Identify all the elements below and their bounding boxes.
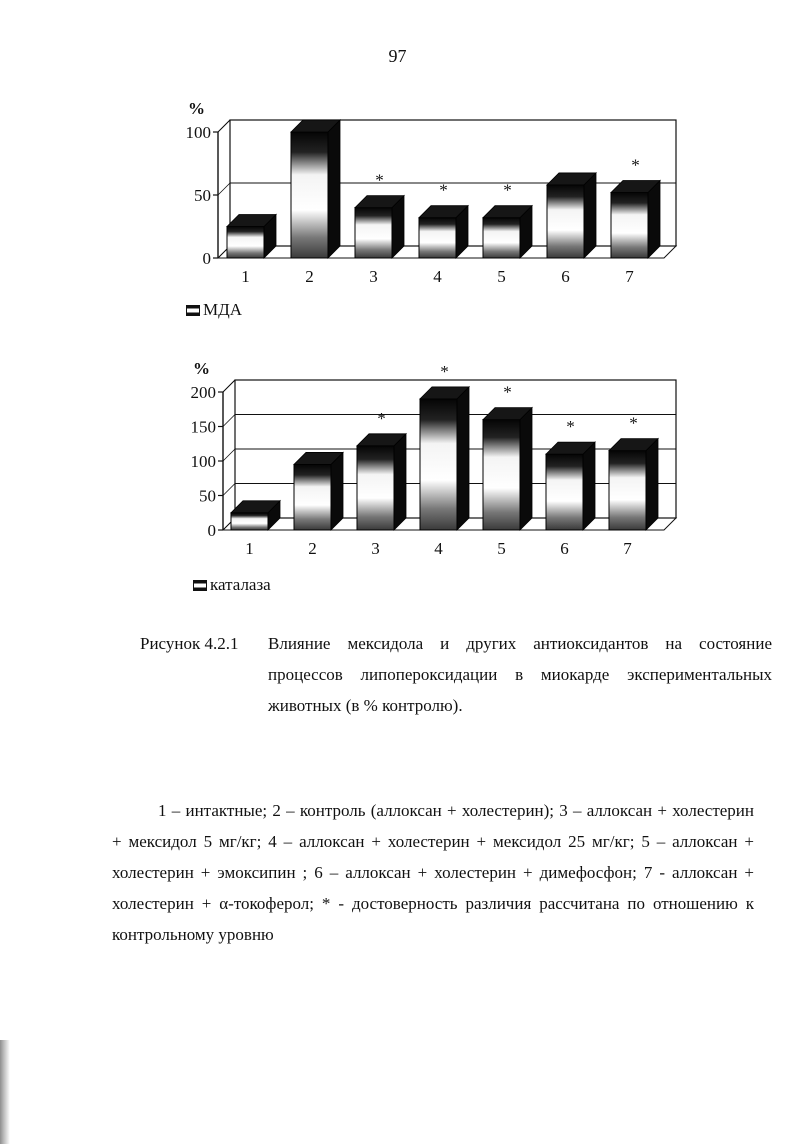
x-tick-label: 1 xyxy=(241,267,250,286)
x-tick-label: 2 xyxy=(305,267,314,286)
bar-side xyxy=(328,120,340,258)
y-tick-label: 200 xyxy=(190,383,216,402)
bar xyxy=(547,173,596,258)
bar-front xyxy=(483,218,520,258)
y-tick-depth xyxy=(218,183,230,195)
bar xyxy=(355,196,404,258)
significance-marker: * xyxy=(566,417,575,437)
y-tick-label: 50 xyxy=(199,486,216,506)
catalase-legend-label: каталаза xyxy=(210,575,271,594)
y-axis-label: % xyxy=(193,359,210,378)
bar-front xyxy=(291,132,328,258)
mda-legend-label: МДА xyxy=(203,300,242,319)
bar-side xyxy=(520,408,532,530)
figure-legend-notes: 1 – интактные; 2 – контроль (аллоксан + холестерин); 3 – аллоксан + холестерин + мексидол 5 мг/кг; 4 – аллоксан + холестерин + мексидол 25 мг/кг; 5 – аллоксан + холестерин + эмоксипин ; 6 – аллоксан + холестерин + димефосфон; 7 - аллоксан + холестерин + α-токоферол; * - достоверность различия рассчитана по отношению к контрольному уровню xyxy=(112,801,754,944)
bar-front xyxy=(483,420,520,530)
bar xyxy=(483,206,532,258)
y-tick-depth xyxy=(223,484,235,496)
bar-front xyxy=(546,454,583,530)
x-tick-label: 5 xyxy=(497,539,506,558)
x-tick-label: 1 xyxy=(245,539,254,558)
x-tick-label: 4 xyxy=(433,267,442,286)
catalase-legend xyxy=(193,575,271,595)
bar xyxy=(483,408,532,530)
y-tick-depth xyxy=(223,449,235,461)
significance-marker: * xyxy=(503,180,512,200)
x-tick-label: 7 xyxy=(625,267,634,286)
bar-side xyxy=(583,442,595,530)
y-tick-depth xyxy=(223,415,235,427)
y-tick-label: 150 xyxy=(190,417,216,437)
bar xyxy=(419,206,468,258)
y-tick-label: 0 xyxy=(202,249,211,268)
significance-marker: * xyxy=(631,155,640,175)
bar xyxy=(227,215,276,259)
bar xyxy=(231,501,280,530)
bar-front xyxy=(611,192,648,258)
legend-swatch-icon xyxy=(193,580,207,591)
bar-front xyxy=(609,451,646,530)
bar xyxy=(611,180,660,258)
x-tick-label: 4 xyxy=(434,539,443,558)
y-tick-depth xyxy=(218,120,230,132)
significance-marker: * xyxy=(503,382,512,402)
bar-front xyxy=(420,399,457,530)
bar-side xyxy=(394,434,406,530)
bar-front xyxy=(227,227,264,259)
bar-front xyxy=(231,513,268,530)
bar xyxy=(291,120,340,258)
bar-side xyxy=(331,452,343,530)
x-tick-label: 3 xyxy=(371,539,380,558)
bar-front xyxy=(357,446,394,530)
mda-chart xyxy=(0,95,795,325)
significance-marker: * xyxy=(629,413,638,433)
bar xyxy=(294,452,343,530)
bar-side xyxy=(646,439,658,530)
x-tick-label: 6 xyxy=(561,267,570,286)
bar xyxy=(609,439,658,530)
caption-label: Рисунок 4.2.1 xyxy=(140,634,239,653)
bar-front xyxy=(355,208,392,258)
bar xyxy=(546,442,595,530)
x-tick-label: 7 xyxy=(623,539,632,558)
catalase-chart xyxy=(0,355,795,605)
x-tick-label: 6 xyxy=(560,539,569,558)
catalase-chart-svg xyxy=(0,355,795,605)
bar xyxy=(420,387,469,530)
bar-side xyxy=(648,180,660,258)
bar-front xyxy=(294,464,331,530)
significance-marker: * xyxy=(375,170,384,190)
significance-marker: * xyxy=(439,180,448,200)
mda-chart-svg xyxy=(0,95,795,325)
y-tick-label: 100 xyxy=(185,123,211,142)
x-tick-label: 2 xyxy=(308,539,317,558)
y-tick-label: 0 xyxy=(207,521,216,540)
x-tick-label: 5 xyxy=(497,267,506,286)
caption-text: Влияние мексидола и других антиоксидантов на состояние процессов липопероксидации в миокарде экспериментальных животных (в % контролю). xyxy=(268,634,772,715)
figure-caption xyxy=(140,628,772,721)
y-tick-depth xyxy=(223,380,235,392)
bar-side xyxy=(584,173,596,258)
bar-front xyxy=(547,185,584,258)
y-axis-label: % xyxy=(188,99,205,118)
scan-edge-shadow xyxy=(0,1040,10,1144)
x-tick-label: 3 xyxy=(369,267,378,286)
bar-front xyxy=(419,218,456,258)
page-number: 97 xyxy=(388,46,407,66)
significance-marker: * xyxy=(440,361,449,381)
y-tick-label: 100 xyxy=(190,452,216,471)
bar xyxy=(357,434,406,530)
y-tick-label: 50 xyxy=(194,186,211,205)
legend-swatch-icon xyxy=(186,305,200,316)
bar-side xyxy=(457,387,469,530)
mda-legend xyxy=(186,300,242,320)
significance-marker: * xyxy=(377,408,386,428)
